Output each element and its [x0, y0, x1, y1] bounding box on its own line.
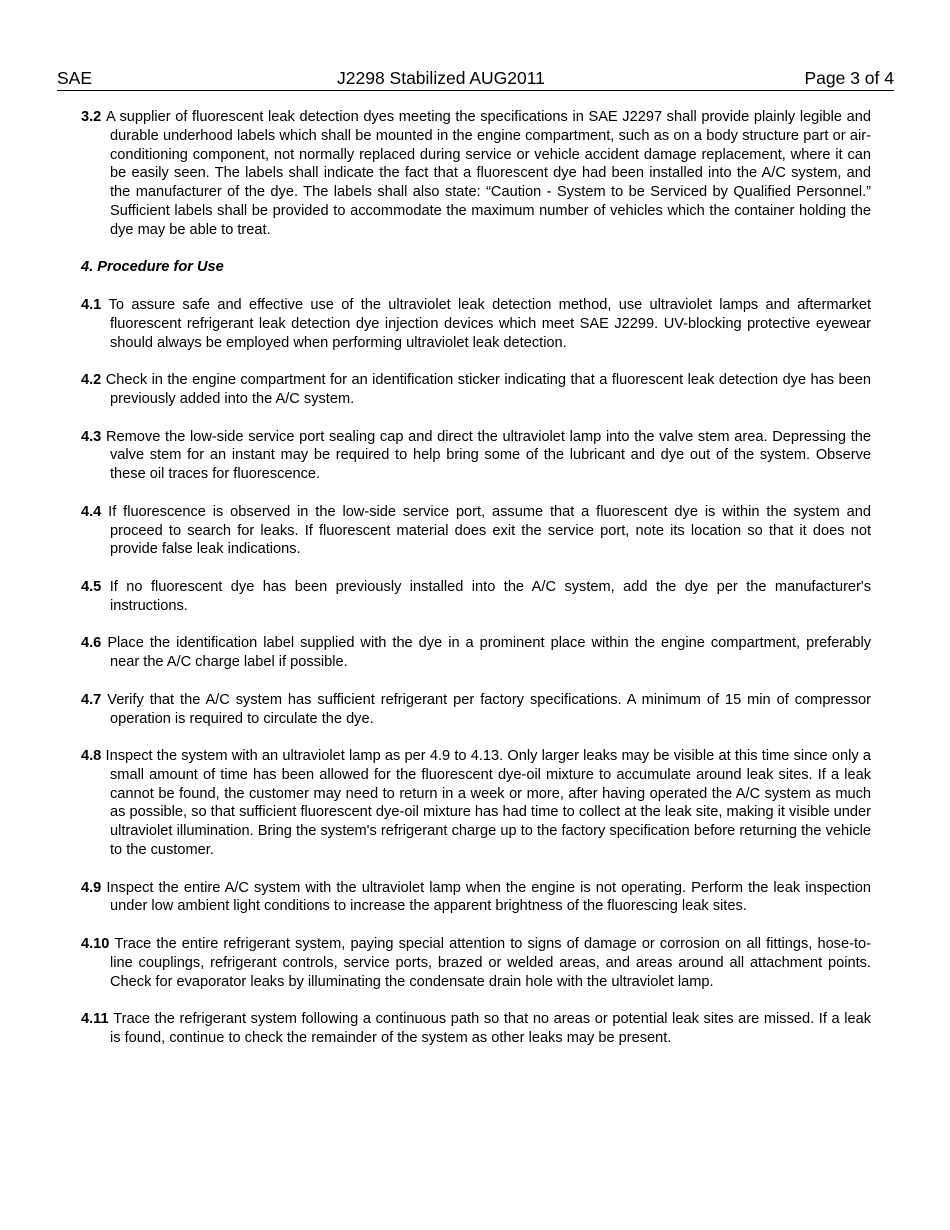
- header-doc-id: J2298 Stabilized AUG2011: [337, 68, 545, 88]
- header-page-number: Page 3 of 4: [804, 68, 894, 88]
- paragraph-4-5: [81, 578, 871, 616]
- paragraph-text: Inspect the entire A/C system with the ultraviolet lamp when the engine is not operating. Perform the leak inspection under low ambient light conditions to increase the apparent brightness of the fluorescing leak sites.: [106, 879, 871, 915]
- paragraph-4-10: [81, 935, 871, 991]
- paragraph-number: 4.8: [81, 748, 102, 765]
- paragraph-4-6: [81, 634, 871, 672]
- paragraph-text: If no fluorescent dye has been previously installed into the A/C system, add the dye per the manufacturer's instructions.: [109, 578, 871, 614]
- paragraph-number: 4.4: [81, 503, 102, 520]
- header-org: SAE: [57, 68, 93, 88]
- paragraph-4-7: [81, 691, 871, 729]
- document-body: [81, 108, 871, 1067]
- page-header: [57, 68, 894, 91]
- paragraph-4-1: [81, 296, 871, 352]
- paragraph-text: Check in the engine compartment for an identification sticker indicating that a fluorescent leak detection dye has been previously added into the A/C system.: [105, 372, 871, 407]
- paragraph-text: Trace the refrigerant system following a continuous path so that no areas or potential leak sites are missed. If a leak is found, continue to check the remainder of the system as other leaks may be present.: [110, 1011, 872, 1047]
- paragraph-number: 3.2: [81, 109, 102, 125]
- paragraph-4-2: [81, 371, 871, 409]
- paragraph-number: 4.3: [81, 428, 102, 445]
- paragraph-text: Verify that the A/C system has sufficient refrigerant per factory specifications. A minimum of 15 min of compressor operation is required to circulate the dye.: [107, 691, 871, 727]
- paragraph-number: 4.1: [81, 296, 102, 313]
- paragraph-number: 4.9: [81, 879, 102, 896]
- paragraph-number: 4.5: [81, 578, 102, 595]
- section-heading-4: 4. Procedure for Use: [81, 259, 224, 276]
- paragraph-4-3: [81, 428, 871, 484]
- paragraph-number: 4.10: [81, 936, 110, 953]
- paragraph-number: 4.11: [81, 1011, 109, 1028]
- paragraph-text: Trace the entire refrigerant system, paying special attention to signs of damage or corrosion on all fittings, hose-to-line couplings, refrigerant controls, service ports, brazed or welded areas, and areas around all attachment points. Check for evaporator leaks by illuminating the condensate drain hole with the ultraviolet lamp.: [110, 936, 871, 990]
- paragraph-4-9: [81, 879, 871, 917]
- paragraph-number: 4.2: [81, 372, 102, 389]
- paragraph-number: 4.6: [81, 635, 102, 652]
- paragraph-number: 4.7: [81, 691, 102, 708]
- paragraph-text: A supplier of fluorescent leak detection dyes meeting the specifications in SAE J2297 shall provide plainly legible and durable underhood labels which shall be mounted in the engine compartment, such as on a body structure part or air-conditioning component, not normally replaced during service or vehicle accident damage replacement, where it can be easily seen. The labels shall indicate the fact that a fluorescent dye had been installed into the A/C system, and the manufacturer of the dye. The labels shall also state: “Caution - System to be Serviced by Qualified Personnel.” Sufficient labels shall be provided to accommodate the maximum number of vehicles which the container holding the dye may be able to treat.: [105, 109, 871, 238]
- paragraph-4-11: [81, 1010, 871, 1048]
- paragraph-text: Inspect the system with an ultraviolet lamp as per 4.9 to 4.13. Only larger leaks may be visible at this time since only a small amount of time has been allowed for the fluorescent dye-oil mixture to accumulate around leak sites. If a leak cannot be found, the customer may need to return in a week or more, after having operated the A/C system as much as possible, so that sufficient fluorescent dye-oil mixture has had time to collect at the leak site, making it visible under ultraviolet illumination. Bring the system's refrigerant charge up to the factory specification before returning the vehicle to the customer.: [105, 748, 871, 859]
- paragraph-4-4: [81, 503, 871, 559]
- paragraph-text: If fluorescence is observed in the low-side service port, assume that a fluorescent dye is within the system and proceed to search for leaks. If fluorescent material does exit the service port, note its location so that it does not provide false leak indications.: [108, 503, 871, 558]
- paragraph-text: Place the identification label supplied with the dye in a prominent place within the engine compartment, preferably near the A/C charge label if possible.: [107, 635, 871, 671]
- paragraph-text: To assure safe and effective use of the ultraviolet leak detection method, use ultraviolet lamps and aftermarket fluorescent refrigerant leak detection dye injection devices which meet SAE J2299. UV-blocking protective eyewear should always be employed when performing ultraviolet leak detection.: [108, 296, 871, 351]
- paragraph-3-2: [81, 108, 871, 240]
- paragraph-4-8: [81, 747, 871, 860]
- paragraph-text: Remove the low-side service port sealing cap and direct the ultraviolet lamp into the valve stem area. Depressing the valve stem for an instant may be required to help bring some of the lubricant and dye out of the system. Observe these oil traces for fluorescence.: [106, 428, 871, 483]
